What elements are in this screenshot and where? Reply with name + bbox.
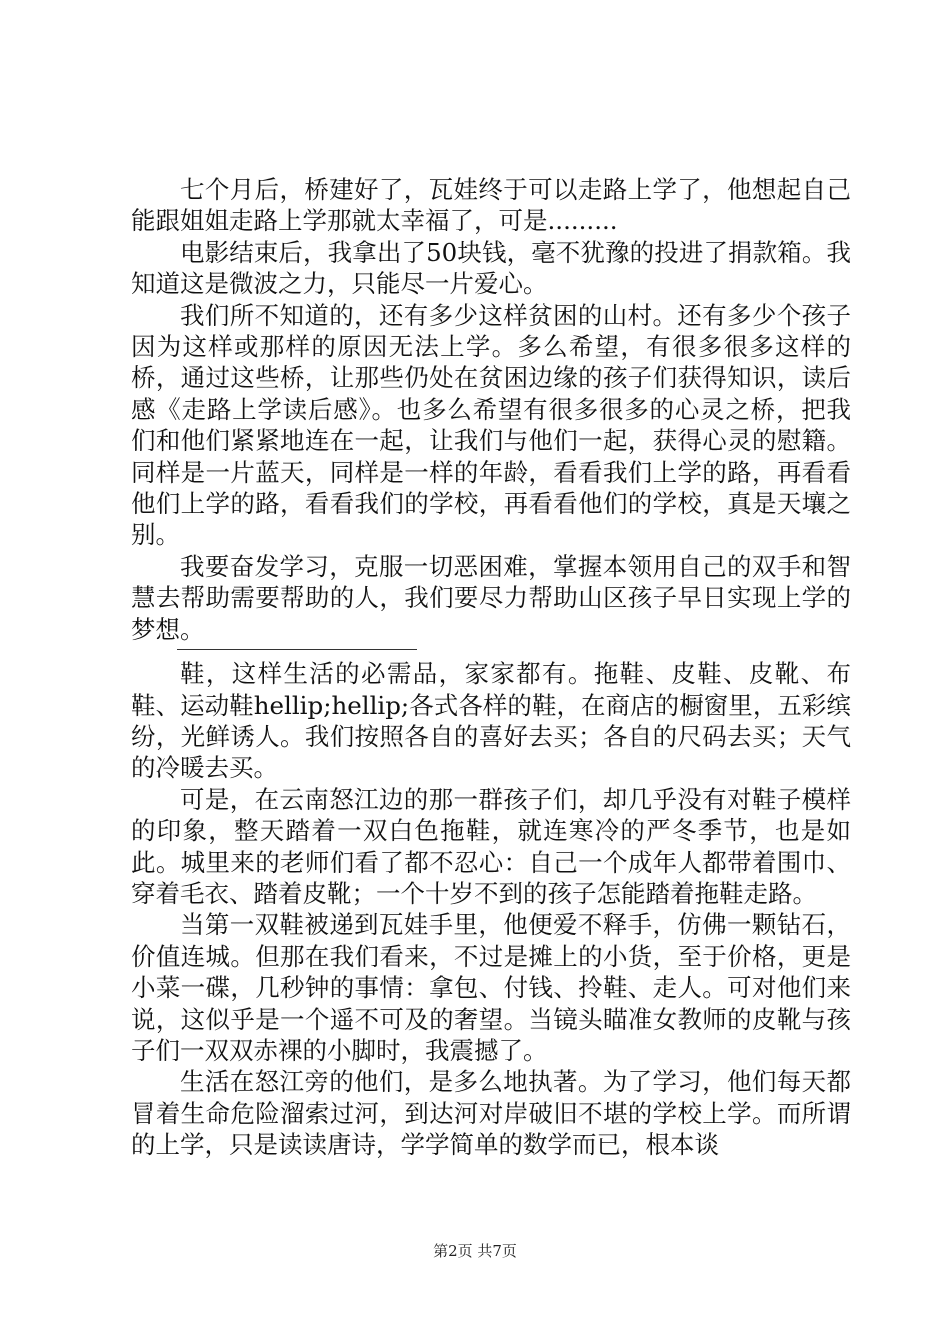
paragraph-bridge-built: 七个月后，桥建好了，瓦娃终于可以走路上学了，他想起自己能跟姐姐走路上学那就太幸福了，可是......... [131, 175, 851, 236]
article-body [131, 174, 851, 1161]
section-divider [177, 649, 417, 650]
paragraph-resolution: 我要奋发学习，克服一切恶困难，掌握本领用自己的双手和智慧去帮助需要帮助的人，我们要尽力帮助山区孩子早日实现上学的梦想。 [131, 551, 851, 644]
page-number-footer: 第2页 共7页 [433, 1242, 517, 1260]
paragraph-first-shoes: 当第一双鞋被递到瓦娃手里，他便爱不释手，仿佛一颗钻石，价值连城。但那在我们看来，不过是摊上的小货，至于价格，更是小菜一碟，几秒钟的事情：拿包、付钱、拎鞋、走人。可对他们来说，这似乎是一个遥不可及的奢望。当镜头瞄准女教师的皮靴与孩子们一双双赤裸的小脚时，我震撼了。 [131, 910, 851, 1065]
paragraph-poor-villages: 我们所不知道的，还有多少这样贫困的山村。还有多少个孩子因为这样或那样的原因无法上学。多么希望，有很多很多这样的桥，通过这些桥，让那些仍处在贫困边缘的孩子们获得知识，读后感《走路上学读后感》。也多么希望有很多很多的心灵之桥，把我们和他们紧紧地连在一起，让我们与他们一起，获得心灵的慰籍。同样是一片蓝天，同样是一样的年龄，看看我们上学的路，再看看他们上学的路，看看我们的学校，再看看他们的学校，真是天壤之别。 [131, 300, 851, 550]
paragraph-zipline-school: 生活在怒江旁的他们，是多么地执著。为了学习，他们每天都冒着生命危险溜索过河，到达河对岸破旧不堪的学校上学。而所谓的上学，只是读读唐诗，学学简单的数学而已，根本谈 [131, 1067, 851, 1160]
paragraph-shoes-intro: 鞋，这样生活的必需品，家家都有。拖鞋、皮鞋、皮靴、布鞋、运动鞋hellip;hellip;各式各样的鞋，在商店的橱窗里，五彩缤纷，光鲜诱人。我们按照各自的喜好去买；各自的尺码去买；天气的冷暖去买。 [131, 659, 851, 783]
paragraph-nujiang-children: 可是，在云南怒江边的那一群孩子们，却几乎没有对鞋子模样的印象，整天踏着一双白色拖鞋，就连寒冷的严冬季节，也是如此。城里来的老师们看了都不忍心：自己一个成年人都带着围巾、穿着毛衣、踏着皮靴；一个十岁不到的孩子怎能踏着拖鞋走路。 [131, 784, 851, 908]
paragraph-donation: 电影结束后，我拿出了50块钱，毫不犹豫的投进了捐款箱。我知道这是微波之力，只能尽一片爱心。 [131, 237, 851, 299]
